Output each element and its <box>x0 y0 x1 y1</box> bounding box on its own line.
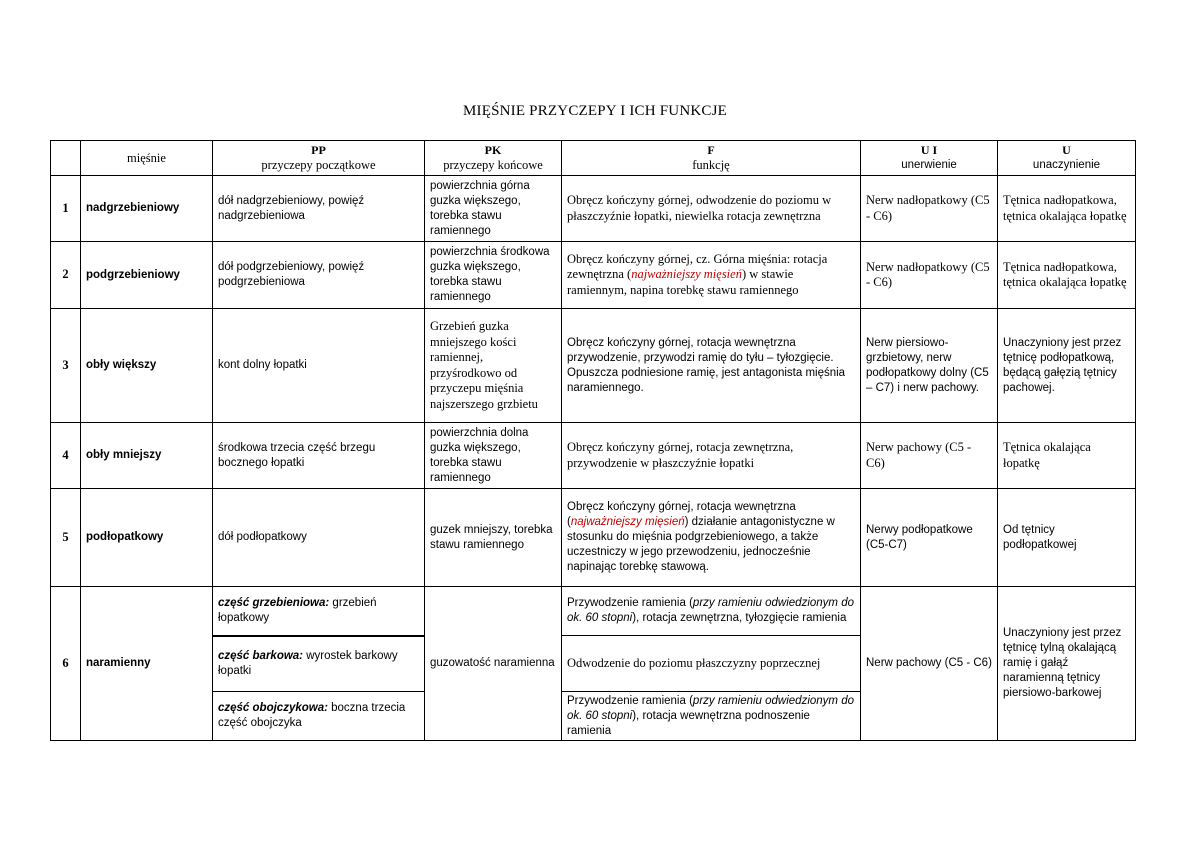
function-part-cell: Odwodzenie do poziomu płaszczyzny poprzecznej <box>562 636 861 692</box>
origin-part-cell: część grzebieniowa: grzebień łopatkowy <box>213 587 425 636</box>
origin-cell: środkowa trzecia część brzegu bocznego łopatki <box>213 423 425 489</box>
row-number: 5 <box>51 489 81 587</box>
row-number: 6 <box>51 587 81 741</box>
blood-supply-cell: Tętnica nadłopatkowa, tętnica okalająca łopatkę <box>998 242 1136 309</box>
emphasis-text: najważniejszy mięsień <box>570 516 685 528</box>
muscle-name: nadgrzebieniowy <box>81 176 213 242</box>
row-number: 3 <box>51 309 81 423</box>
insertion-cell: powierzchnia górna guzka większego, torebka stawu ramiennego <box>425 176 562 242</box>
row-number: 1 <box>51 176 81 242</box>
function-cell: Obręcz kończyny górnej, cz. Górna mięśnia: rotacja zewnętrzna (najważniejszy mięsień) w stawie ramiennym, napina torebkę stawu ramiennego <box>562 242 861 309</box>
muscle-table <box>50 140 1136 741</box>
insertion-cell: powierzchnia dolna guzka większego, torebka stawu ramiennego <box>425 423 562 489</box>
blood-supply-cell: Od tętnicy podłopatkowej <box>998 489 1136 587</box>
function-cell: Obręcz kończyny górnej, rotacja wewnętrzna (najważniejszy mięsień) działanie antagonistyczne w stosunku do mięśnia podgrzebieniowego, a także uczestniczy w jego przewodzeniu, jednocześnie napinając torebkę stawową. <box>562 489 861 587</box>
origin-part-cell: część barkowa: wyrostek barkowy łopatki <box>213 636 425 692</box>
row-number: 2 <box>51 242 81 309</box>
blood-supply-cell: Tętnica okalająca łopatkę <box>998 423 1136 489</box>
header-ui: U I unerwienie <box>861 141 998 176</box>
insertion-cell: guzowatość naramienna <box>425 587 562 741</box>
insertion-cell: guzek mniejszy, torebka stawu ramiennego <box>425 489 562 587</box>
page-title: MIĘŚNIE PRZYCZEPY I ICH FUNKCJE <box>463 103 727 119</box>
emphasis-text: najważniejszy mięsień <box>631 267 742 282</box>
origin-cell: dół nadgrzebieniowy, powięź nadgrzebieniowa <box>213 176 425 242</box>
table-row <box>51 423 1136 489</box>
innervation-cell: Nerwy podłopatkowe (C5-C7) <box>861 489 998 587</box>
origin-cell: dół podłopatkowy <box>213 489 425 587</box>
innervation-cell: Nerw pachowy (C5 - C6) <box>861 423 998 489</box>
function-cell: Obręcz kończyny górnej, rotacja wewnętrzna przywodzenie, przywodzi ramię do tyłu – tyłozgięcie. Opuszcza podniesione ramię, jest antagonista mięśnia naramiennego. <box>562 309 861 423</box>
muscle-name: podgrzebieniowy <box>81 242 213 309</box>
origin-part-cell: część obojczykowa: boczna trzecia część obojczyka <box>213 692 425 741</box>
table-row <box>51 309 1136 423</box>
header-u: U unaczynienie <box>998 141 1136 176</box>
insertion-cell: Grzebień guzka mniejszego kości ramiennej, przyśrodkowo od przyczepu mięśnia najszerszego grzbietu <box>425 309 562 423</box>
part-label: część grzebieniowa: <box>218 596 330 609</box>
muscle-name: obły większy <box>81 309 213 423</box>
table-row <box>51 242 1136 309</box>
function-part-cell: Przywodzenie ramienia (przy ramieniu odwiedzionym do ok. 60 stopni), rotacja zewnętrzna, tyłozgięcie ramienia <box>562 587 861 636</box>
header-row <box>51 141 1136 176</box>
part-label: część barkowa: <box>218 649 304 662</box>
insertion-cell: powierzchnia środkowa guzka większego, torebka stawu ramiennego <box>425 242 562 309</box>
function-part-cell: Przywodzenie ramienia (przy ramieniu odwiedzionym do ok. 60 stopni), rotacja wewnętrzna podnoszenie ramienia <box>562 692 861 741</box>
innervation-cell: Nerw piersiowo-grzbietowy, nerw podłopatkowy dolny (C5 – C7) i nerw pachowy. <box>861 309 998 423</box>
innervation-cell: Nerw nadłopatkowy (C5 - C6) <box>861 176 998 242</box>
origin-cell: kont dolny łopatki <box>213 309 425 423</box>
muscle-name: podłopatkowy <box>81 489 213 587</box>
muscle-name: naramienny <box>81 587 213 741</box>
header-f: F funkcję <box>562 141 861 176</box>
blood-supply-cell: Tętnica nadłopatkowa, tętnica okalająca łopatkę <box>998 176 1136 242</box>
header-pp: PP przyczepy początkowe <box>213 141 425 176</box>
innervation-cell: Nerw pachowy (C5 - C6) <box>861 587 998 741</box>
table-row <box>51 587 1136 636</box>
header-num <box>51 141 81 176</box>
blood-supply-cell: Unaczyniony jest przez tętnicę tylną okalającą ramię i gałąź naramienną tętnicy piersiowo-barkowej <box>998 587 1136 741</box>
row-number: 4 <box>51 423 81 489</box>
table-row <box>51 489 1136 587</box>
table-row <box>51 176 1136 242</box>
function-cell: Obręcz kończyny górnej, odwodzenie do poziomu w płaszczyźnie łopatki, niewielka rotacja zewnętrzna <box>562 176 861 242</box>
blood-supply-cell: Unaczyniony jest przez tętnicę podłopatkową, będącą gałęzią tętnicy pachowej. <box>998 309 1136 423</box>
function-cell: Obręcz kończyny górnej, rotacja zewnętrzna, przywodzenie w płaszczyźnie łopatki <box>562 423 861 489</box>
origin-cell: dół podgrzebieniowy, powięź podgrzebieniowa <box>213 242 425 309</box>
part-label: część obojczykowa: <box>218 702 328 714</box>
innervation-cell: Nerw nadłopatkowy (C5 - C6) <box>861 242 998 309</box>
header-muscle: mięśnie <box>81 141 213 176</box>
muscle-name: obły mniejszy <box>81 423 213 489</box>
header-pk: PK przyczepy końcowe <box>425 141 562 176</box>
